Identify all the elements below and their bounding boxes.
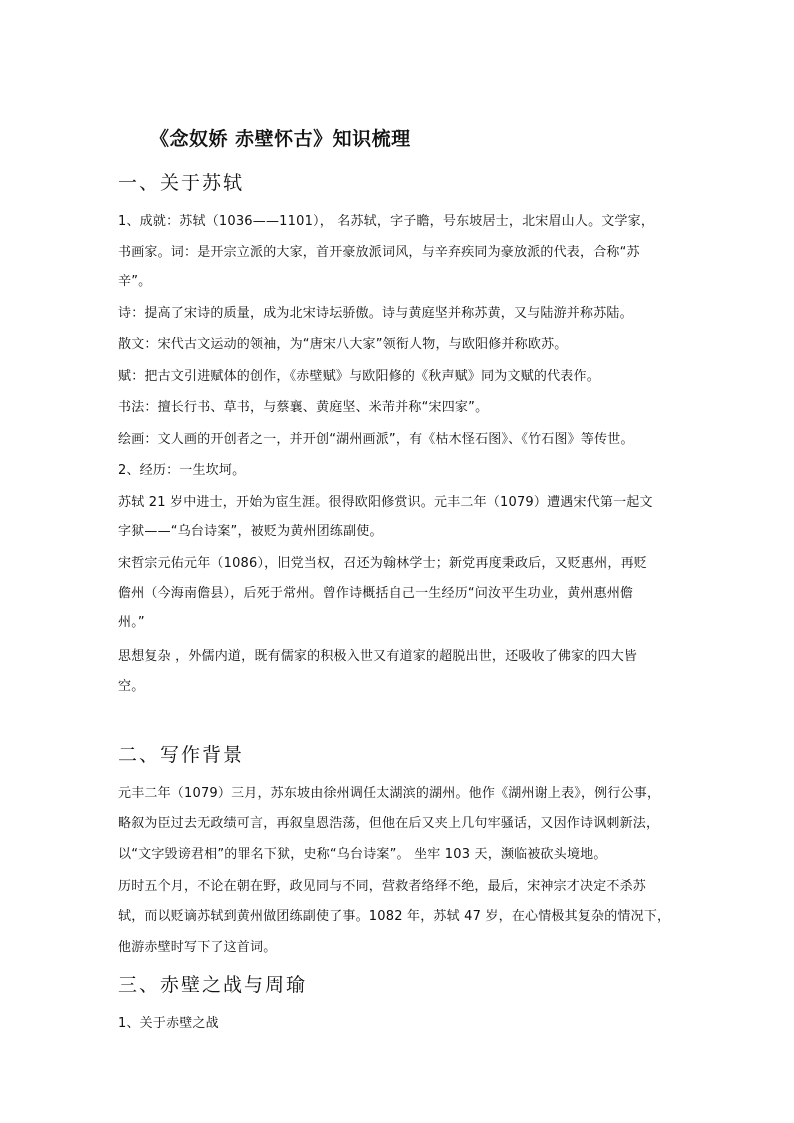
paragraph-line: 辛”。 (118, 274, 152, 289)
paragraph-line: 赋：把古文引进赋体的创作，《赤壁赋》与欧阳修的《秋声赋》同为文赋的代表作。 (118, 369, 600, 384)
paragraph-line: 空。 (118, 679, 145, 694)
paragraph-line: 1、关于赤壁之战 (118, 1016, 219, 1031)
paragraph-line: 略叙为臣过去无政绩可言，再叙皇恩浩荡，但他在后又夹上几句牢骚话，又因作诗讽刺新法， (118, 816, 660, 831)
paragraph-line: 元丰二年（1079）三月，苏东坡由徐州调任太湖滨的湖州。他作《湖州谢上表》，例行公事， (118, 786, 661, 801)
paragraph-line: 苏轼 21 岁中进士，开始为宦生涯。很得欧阳修赏识。元丰二年（1079）遭遇宋代第一起文 (118, 495, 653, 510)
paragraph-line: 儋州（今海南儋县），后死于常州。曾作诗概括自己一生经历“问汝平生功业，黄州惠州儋 (118, 586, 634, 601)
paragraph-line: 以“文字毁谤君相”的罪名下狱，史称“乌台诗案”。 坐牢 103 天，濒临被砍头境地。 (118, 847, 607, 862)
section-heading-battle-of-red-cliffs: 三、赤壁之战与周瑜 (118, 974, 308, 996)
paragraph-line: 历时五个月，不论在朝在野，政见同与不同，营救者络绎不绝，最后，宋神宗才决定不杀苏 (118, 879, 647, 894)
paragraph-line: 1、成就：苏轼（1036——1101）， 名苏轼，字子瞻，号东坡居士，北宋眉山人。文学家， (118, 214, 655, 229)
paragraph-line: 绘画：文人画的开创者之一，并开创“湖州画派”，有《枯木怪石图》、《竹石图》等传世。 (118, 432, 634, 447)
document-title: 《念奴娇 赤壁怀古》知识梳理 (150, 128, 411, 150)
paragraph-line: 轼，而以贬谪苏轼到黄州做团练副使了事。1082 年，苏轼 47 岁，在心情极其复杂的情况下， (118, 909, 671, 924)
paragraph-line: 2、经历：一生坎坷。 (118, 463, 246, 478)
paragraph-line: 书法：擅长行书、草书，与蔡襄、黄庭坚、米芾并称“宋四家”。 (118, 400, 489, 415)
paragraph-line: 他游赤壁时写下了这首词。 (118, 940, 277, 955)
paragraph-line: 散文：宋代古文运动的领袖，为“唐宋八大家”领衔人物，与欧阳修并称欧苏。 (118, 337, 568, 352)
paragraph-line: 字狱——“乌台诗案”，被贬为黄州团练副使。 (118, 524, 383, 539)
paragraph-line: 宋哲宗元佑元年（1086），旧党当权，召还为翰林学士；新党再度秉政后，又贬惠州，再贬 (118, 556, 647, 571)
section-heading-writing-background: 二、写作背景 (118, 744, 245, 766)
paragraph-line: 思想复杂 ，外儒内道，既有儒家的积极入世又有道家的超脱出世，还吸收了佛家的四大皆 (118, 649, 638, 664)
section-heading-about-sushi: 一、关于苏轼 (118, 172, 245, 194)
paragraph-line: 诗：提高了宋诗的质量，成为北宋诗坛骄傲。诗与黄庭坚并称苏黄，又与陆游并称苏陆。 (118, 306, 633, 321)
paragraph-line: 州。” (118, 615, 145, 630)
paragraph-line: 书画家。词：是开宗立派的大家，首开豪放派词风，与辛弃疾同为豪放派的代表，合称“苏 (118, 245, 640, 260)
